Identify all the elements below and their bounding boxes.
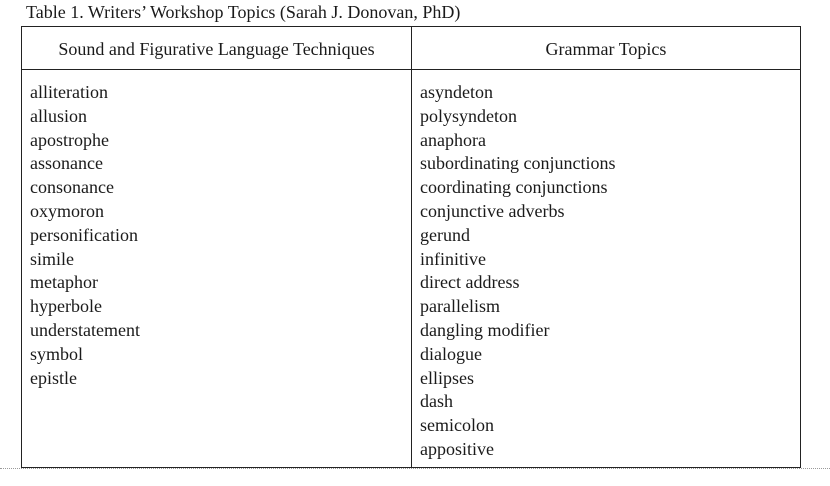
list-item: assonance (30, 153, 103, 174)
page-separator (0, 468, 830, 469)
grammar-topics-list (420, 81, 615, 462)
list-item: asyndeton (420, 82, 493, 102)
list-item: dangling modifier (420, 319, 550, 340)
list-item: personification (30, 224, 138, 245)
list-item: epistle (30, 367, 77, 388)
list-item: conjunctive adverbs (420, 200, 565, 221)
list-item: ellipses (420, 367, 474, 388)
column-divider (411, 27, 412, 467)
header-divider (22, 69, 800, 70)
list-item: semicolon (420, 415, 494, 436)
list-item: subordinating conjunctions (420, 153, 616, 174)
header-grammar-topics: Grammar Topics (545, 39, 667, 59)
list-item: symbol (30, 343, 84, 364)
list-item: oxymoron (30, 200, 104, 221)
list-item: alliteration (30, 82, 108, 102)
list-item: infinitive (420, 248, 486, 269)
list-item: polysyndeton (420, 105, 517, 126)
workshop-topics-table (21, 26, 801, 468)
list-item: consonance (30, 177, 114, 198)
list-item: understatement (30, 319, 140, 340)
list-item: hyperbole (30, 296, 102, 317)
list-item: allusion (30, 105, 87, 126)
list-item: coordinating conjunctions (420, 177, 608, 198)
list-item: anaphora (420, 129, 486, 150)
list-item: metaphor (30, 272, 98, 293)
list-item: dash (420, 391, 453, 412)
list-item: appositive (420, 438, 494, 459)
list-item: direct address (420, 272, 520, 293)
table-caption: Table 1. Writers’ Workshop Topics (Sarah J. Donovan, PhD) (26, 2, 461, 22)
list-item: parallelism (420, 296, 500, 317)
figurative-language-list (30, 81, 140, 390)
header-figurative-language: Sound and Figurative Language Techniques (58, 39, 375, 59)
list-item: apostrophe (30, 129, 109, 150)
list-item: gerund (420, 224, 470, 245)
list-item: dialogue (420, 343, 482, 364)
list-item: simile (30, 248, 74, 269)
